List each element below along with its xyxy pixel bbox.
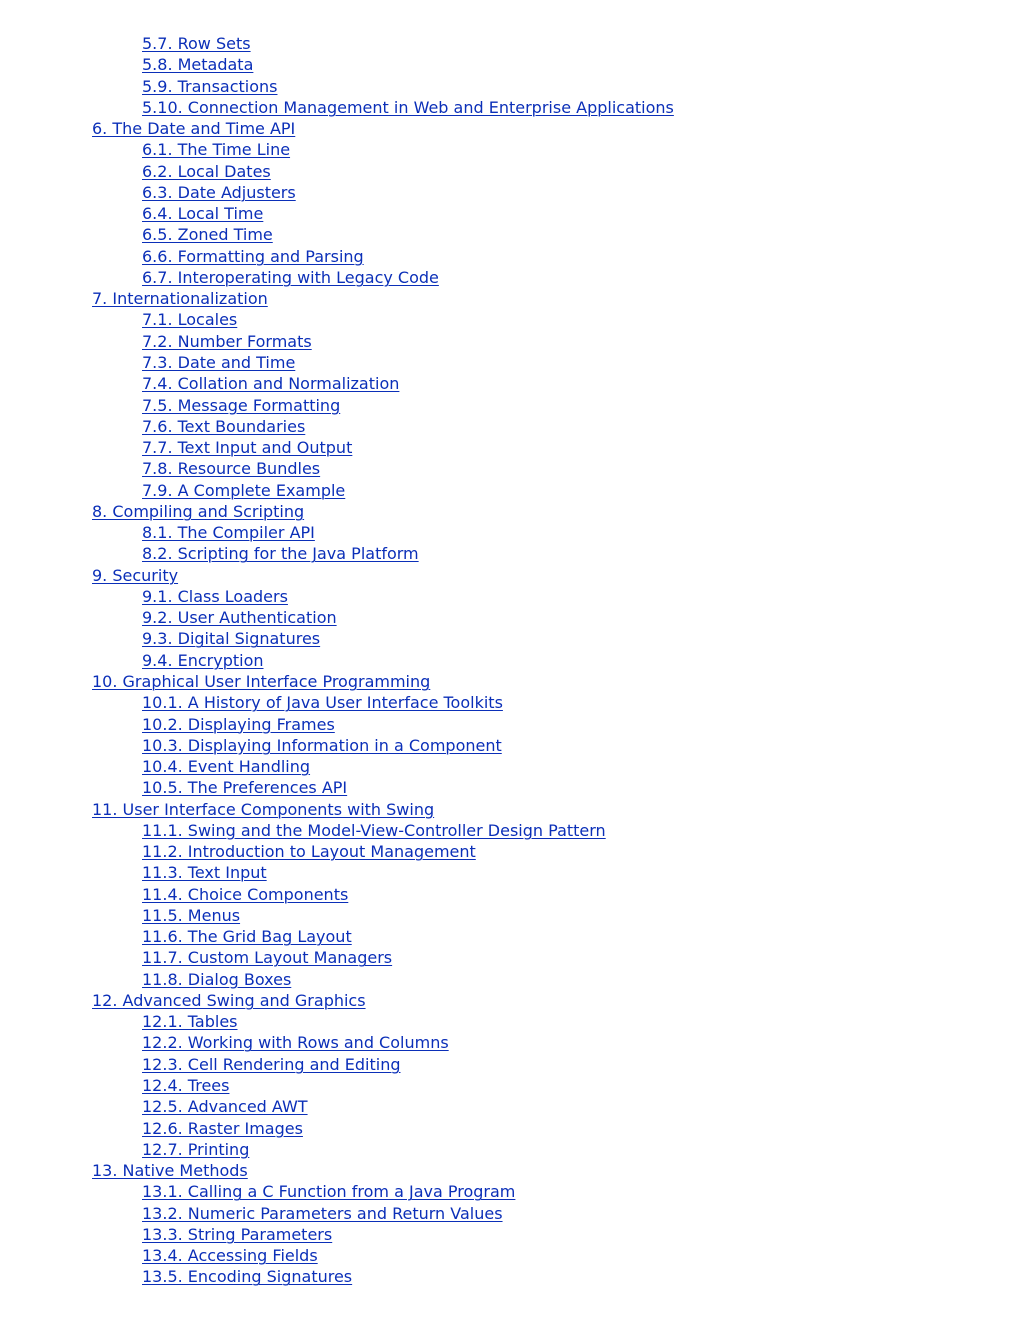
toc-section-item <box>92 224 674 245</box>
toc-section-item <box>92 692 674 713</box>
section-link[interactable]: 11.7. Custom Layout Managers <box>142 948 393 968</box>
section-link[interactable]: 6.4. Local Time <box>142 204 264 224</box>
section-link[interactable]: 13.3. String Parameters <box>142 1224 333 1244</box>
section-link[interactable]: 10.2. Displaying Frames <box>142 714 335 734</box>
section-link[interactable]: 6.7. Interoperating with Legacy Code <box>142 267 439 287</box>
toc-section-item <box>92 309 674 330</box>
section-link[interactable]: 7.5. Message Formatting <box>142 395 341 415</box>
section-link[interactable]: 10.3. Displaying Information in a Component <box>142 735 502 755</box>
toc-section-item <box>92 139 674 160</box>
section-link[interactable]: 11.2. Introduction to Layout Management <box>142 842 476 862</box>
section-link[interactable]: 6.5. Zoned Time <box>142 225 273 245</box>
toc-section-item <box>92 607 674 628</box>
section-link[interactable]: 8.1. The Compiler API <box>142 523 315 543</box>
toc-chapter-item <box>92 501 674 522</box>
chapter-link[interactable]: 11. User Interface Components with Swing <box>92 799 435 819</box>
toc-section-item <box>92 1011 674 1032</box>
section-link[interactable]: 7.7. Text Input and Output <box>142 438 353 458</box>
toc-section-item <box>92 1054 674 1075</box>
toc-section-item <box>92 182 674 203</box>
toc-section-item <box>92 650 674 671</box>
toc-chapter-item <box>92 118 674 139</box>
section-link[interactable]: 7.9. A Complete Example <box>142 480 346 500</box>
section-link[interactable]: 12.6. Raster Images <box>142 1118 303 1138</box>
section-link[interactable]: 11.6. The Grid Bag Layout <box>142 927 352 947</box>
toc-section-item <box>92 756 674 777</box>
section-link[interactable]: 12.1. Tables <box>142 1012 238 1032</box>
toc-section-item <box>92 480 674 501</box>
section-link[interactable]: 5.7. Row Sets <box>142 34 251 53</box>
toc-section-item <box>92 1224 674 1245</box>
toc-section-item <box>92 437 674 458</box>
toc-chapter-item <box>92 671 674 692</box>
toc-section-item <box>92 1096 674 1117</box>
section-link[interactable]: 13.4. Accessing Fields <box>142 1246 318 1266</box>
chapter-link[interactable]: 13. Native Methods <box>92 1161 248 1181</box>
section-link[interactable]: 6.1. The Time Line <box>142 140 291 160</box>
toc-section-item <box>92 1203 674 1224</box>
toc-section-item <box>92 1181 674 1202</box>
section-link[interactable]: 9.4. Encryption <box>142 650 264 670</box>
section-link[interactable]: 12.2. Working with Rows and Columns <box>142 1033 449 1053</box>
chapter-link[interactable]: 9. Security <box>92 565 179 585</box>
section-link[interactable]: 12.3. Cell Rendering and Editing <box>142 1054 401 1074</box>
toc-section-item <box>92 161 674 182</box>
toc-section-item <box>92 947 674 968</box>
toc-section-item <box>92 267 674 288</box>
chapter-link[interactable]: 8. Compiling and Scripting <box>92 501 305 521</box>
section-link[interactable]: 6.2. Local Dates <box>142 161 271 181</box>
toc-chapter-item <box>92 990 674 1011</box>
toc-section-item <box>92 76 674 97</box>
toc-chapter-item <box>92 288 674 309</box>
toc-section-item <box>92 33 674 54</box>
toc-section-item <box>92 714 674 735</box>
toc-section-item <box>92 458 674 479</box>
section-link[interactable]: 7.8. Resource Bundles <box>142 459 321 479</box>
section-link[interactable]: 7.6. Text Boundaries <box>142 416 306 436</box>
chapter-link[interactable]: 6. The Date and Time API <box>92 119 296 139</box>
table-of-contents <box>92 33 674 1288</box>
section-link[interactable]: 7.2. Number Formats <box>142 331 312 351</box>
toc-section-item <box>92 522 674 543</box>
toc-section-item <box>92 246 674 267</box>
toc-section-item <box>92 1245 674 1266</box>
toc-section-item <box>92 395 674 416</box>
toc-section-item <box>92 416 674 437</box>
toc-section-item <box>92 862 674 883</box>
section-link[interactable]: 7.1. Locales <box>142 310 238 330</box>
toc-section-item <box>92 352 674 373</box>
toc-section-item <box>92 905 674 926</box>
toc-section-item <box>92 1075 674 1096</box>
chapter-link[interactable]: 7. Internationalization <box>92 289 268 309</box>
toc-section-item <box>92 1139 674 1160</box>
section-link[interactable]: 5.10. Connection Management in Web and Enterprise Applications <box>142 97 674 117</box>
section-link[interactable]: 5.8. Metadata <box>142 55 254 75</box>
chapter-link[interactable]: 12. Advanced Swing and Graphics <box>92 990 366 1010</box>
toc-section-item <box>92 331 674 352</box>
section-link[interactable]: 6.6. Formatting and Parsing <box>142 246 364 266</box>
section-link[interactable]: 12.4. Trees <box>142 1076 230 1096</box>
section-link[interactable]: 11.3. Text Input <box>142 863 267 883</box>
section-link[interactable]: 12.7. Printing <box>142 1139 250 1159</box>
toc-chapter-item <box>92 565 674 586</box>
section-link[interactable]: 11.4. Choice Components <box>142 884 349 904</box>
toc-section-item <box>92 203 674 224</box>
toc-chapter-item <box>92 799 674 820</box>
toc-section-item <box>92 1266 674 1287</box>
section-link[interactable]: 13.5. Encoding Signatures <box>142 1267 353 1287</box>
section-link[interactable]: 10.5. The Preferences API <box>142 778 348 798</box>
section-link[interactable]: 13.2. Numeric Parameters and Return Values <box>142 1203 503 1223</box>
toc-section-item <box>92 373 674 394</box>
section-link[interactable]: 11.5. Menus <box>142 905 241 925</box>
chapter-link[interactable]: 10. Graphical User Interface Programming <box>92 671 431 691</box>
section-link[interactable]: 9.1. Class Loaders <box>142 586 288 606</box>
section-link[interactable]: 11.1. Swing and the Model-View-Controller Design Pattern <box>142 820 606 840</box>
toc-section-item <box>92 97 674 118</box>
toc-section-item <box>92 969 674 990</box>
section-link[interactable]: 7.4. Collation and Normalization <box>142 374 400 394</box>
toc-chapter-item <box>92 1160 674 1181</box>
toc-section-item <box>92 926 674 947</box>
section-link[interactable]: 7.3. Date and Time <box>142 352 296 372</box>
section-link[interactable]: 6.3. Date Adjusters <box>142 182 296 202</box>
section-link[interactable]: 10.1. A History of Java User Interface Toolkits <box>142 693 503 713</box>
toc-section-item <box>92 543 674 564</box>
toc-section-item <box>92 841 674 862</box>
section-link[interactable]: 8.2. Scripting for the Java Platform <box>142 544 419 564</box>
section-link[interactable]: 12.5. Advanced AWT <box>142 1097 308 1117</box>
toc-section-item <box>92 54 674 75</box>
section-link[interactable]: 10.4. Event Handling <box>142 757 311 777</box>
toc-section-item <box>92 884 674 905</box>
section-link[interactable]: 9.2. User Authentication <box>142 608 337 628</box>
toc-section-item <box>92 735 674 756</box>
toc-section-item <box>92 777 674 798</box>
section-link[interactable]: 13.1. Calling a C Function from a Java Program <box>142 1182 516 1202</box>
toc-section-item <box>92 628 674 649</box>
toc-section-item <box>92 1118 674 1139</box>
section-link[interactable]: 11.8. Dialog Boxes <box>142 969 292 989</box>
section-link[interactable]: 9.3. Digital Signatures <box>142 629 321 649</box>
toc-section-item <box>92 820 674 841</box>
toc-section-item <box>92 586 674 607</box>
toc-section-item <box>92 1032 674 1053</box>
section-link[interactable]: 5.9. Transactions <box>142 76 278 96</box>
